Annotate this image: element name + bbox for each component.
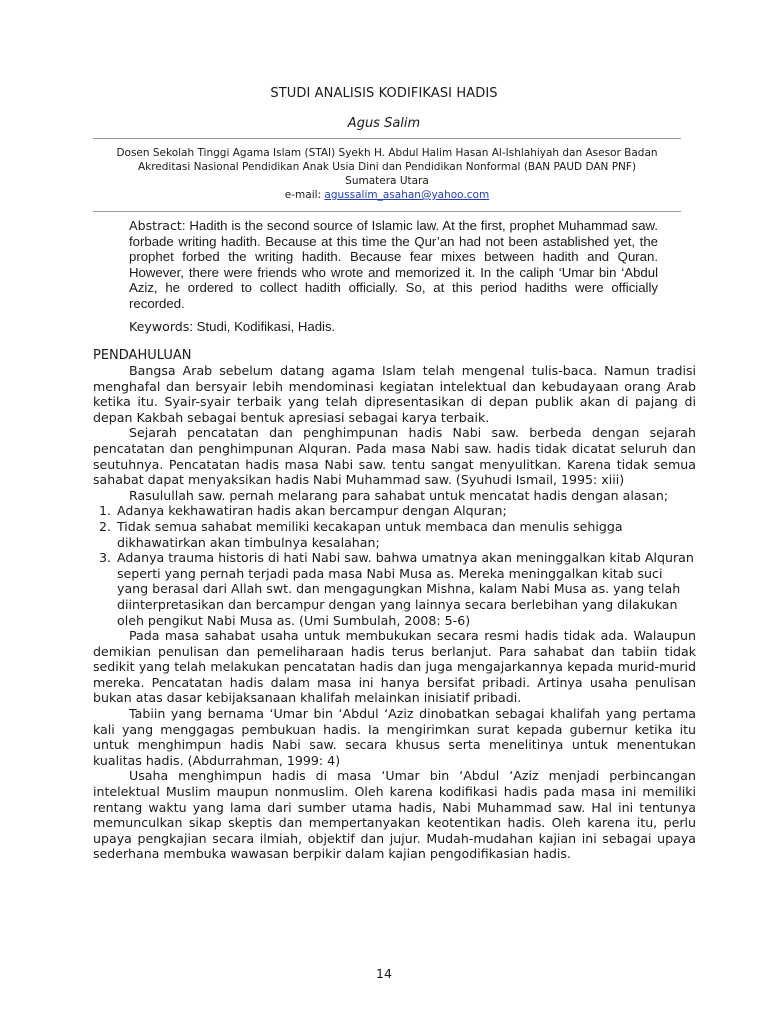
keywords-label: Keywords <box>129 319 190 334</box>
paper-title: STUDI ANALISIS KODIFIKASI HADIS <box>270 86 498 101</box>
abstract-label: Abstract <box>129 218 182 233</box>
paragraph-3: Rasulullah saw. pernah melarang para sahabat untuk mencatat hadis dengan alasan; <box>129 487 669 503</box>
keywords <box>129 319 658 335</box>
abstract-text: : Hadith is the second source of Islamic law. At the first, prophet Muhammad saw. forbade writing hadith. Because at this time the Qur’an had not been astablished yet, the prophet forbed the writing hadith. Because fear mixes between hadith and Quran. However, there were friends who wrote and memorized it. In the caliph ‘Umar bin ‘Abdul Aziz, he ordered to collect hadith officially. So, at this period hadiths were officially recorded. <box>129 218 658 311</box>
paragraph-2: Sejarah pencatatan dan penghimpunan hadis Nabi saw. berbeda dengan sejarah pencatatan dan penghimpunan Alquran. Pada masa Nabi saw. hadis tidak dicatat seluruh dan seutuhnya. Pencatatan hadis masa Nabi saw. tentu sangat menyulitkan. Karena tidak semua sahabat dapat menyaksikan hadis Nabi Muhammad saw. (Syuhudi Ismail, 1995: xiii) <box>93 425 696 488</box>
reasons-list <box>93 503 696 628</box>
affiliation-line-3: Sumatera Utara <box>345 175 429 187</box>
keywords-text: : Studi, Kodifikasi, Hadis. <box>189 319 336 334</box>
author-name: Agus Salim <box>347 116 421 131</box>
email-label: e-mail: <box>284 189 325 201</box>
top-divider <box>93 138 681 139</box>
paragraph-5: Tabiin yang bernama ‘Umar bin ‘Abdul ‘Aziz dinobatkan sebagai khalifah yang pertama kali yang menggagas pembukuan hadis. Ia mengirimkan surat kepada gubernur ketika itu untuk menghimpun hadis Nabi saw. secara khusus serta menelitinya untuk menentukan kualitas hadis. (Abdurrahman, 1999: 4) <box>93 706 696 768</box>
section-heading: PENDAHULUAN <box>93 348 192 363</box>
affiliation-line-2: Akreditasi Nasional Pendidikan Anak Usia Dini dan Pendidikan Nonformal (BAN PAUD DAN PNF) <box>137 161 637 173</box>
abstract <box>129 218 658 312</box>
paragraph-4: Pada masa sahabat usaha untuk membukukan secara resmi hadis tidak ada. Walaupun demikian penulisan dan pemeliharaan hadis terus berlanjut. Para sahabat dan tabiin tidak sedikit yang telah melakukan pencatatan hadis dan juga mengajarkannya kepada murid-murid mereka. Pencatatan hadis dalam masa ini hanya bersifat pribadi. Artinya usaha penulisan bukan atas dasar kebijaksanaan khalifah melainkan inisiatif pribadi. <box>93 628 696 706</box>
list-item: 3. Adanya trauma historis di hati Nabi saw. bahwa umatnya akan meninggalkan kitab Alquran seperti yang pernah terjadi pada masa Nabi Musa as. Mereka meninggalkan kitab suci yang berasal dari Allah swt. dan mengagungkan Mishna, kalam Nabi Musa as. yang telah diinterpretasikan dan bercampur dengan yang lainnya secara berlebihan yang dilakukan oleh pengikut Nabi Musa as. (Umi Sumbulah, 2008: 5-6) <box>115 550 696 628</box>
affiliation <box>93 146 681 202</box>
affiliation-line-1: Dosen Sekolah Tinggi Agama Islam (STAI) Syekh H. Abdul Halim Hasan Al-Ishlahiyah dan Asesor Badan <box>116 147 658 159</box>
email-line <box>93 188 681 202</box>
email-link[interactable]: agussalim_asahan@yahoo.com <box>324 189 490 201</box>
list-item: 2. Tidak semua sahabat memiliki kecakapan untuk membaca dan menulis sehigga dikhawatirkan akan timbulnya kesalahan; <box>115 519 696 550</box>
list-item: 1. Adanya kekhawatiran hadis akan bercampur dengan Alquran; <box>115 503 696 519</box>
section-body <box>93 363 696 862</box>
bottom-divider <box>93 211 681 212</box>
paragraph-6: Usaha menghimpun hadis di masa ‘Umar bin ‘Abdul ‘Aziz menjadi perbincangan intelektual Muslim maupun nonmuslim. Oleh karena kodifikasi hadis pada masa ini memiliki rentang waktu yang lama dari sumber utama hadis, Nabi Muhammad saw. Hal ini tentunya memunculkan sikap skeptis dan mempertanyakan keotentikan hadis. Oleh karena itu, perlu upaya pengkajian secara ilmiah, objektif dan jujur. Mudah-mudahan kajian ini sebagai upaya sederhana membuka wawasan berpikir dalam kajian pengodifikasian hadis. <box>93 768 696 862</box>
paragraph-1: Bangsa Arab sebelum datang agama Islam telah mengenal tulis-baca. Namun tradisi menghafal dan bersyair lebih mendominasi kegiatan intelektual dan kebudayaan orang Arab ketika itu. Syair-syair terbaik yang telah dipresentasikan di depan publik akan di pajang di depan Kakbah sebagai bentuk apresiasi sebagai karya terbaik. <box>93 363 696 425</box>
page-number: 14 <box>376 966 392 981</box>
